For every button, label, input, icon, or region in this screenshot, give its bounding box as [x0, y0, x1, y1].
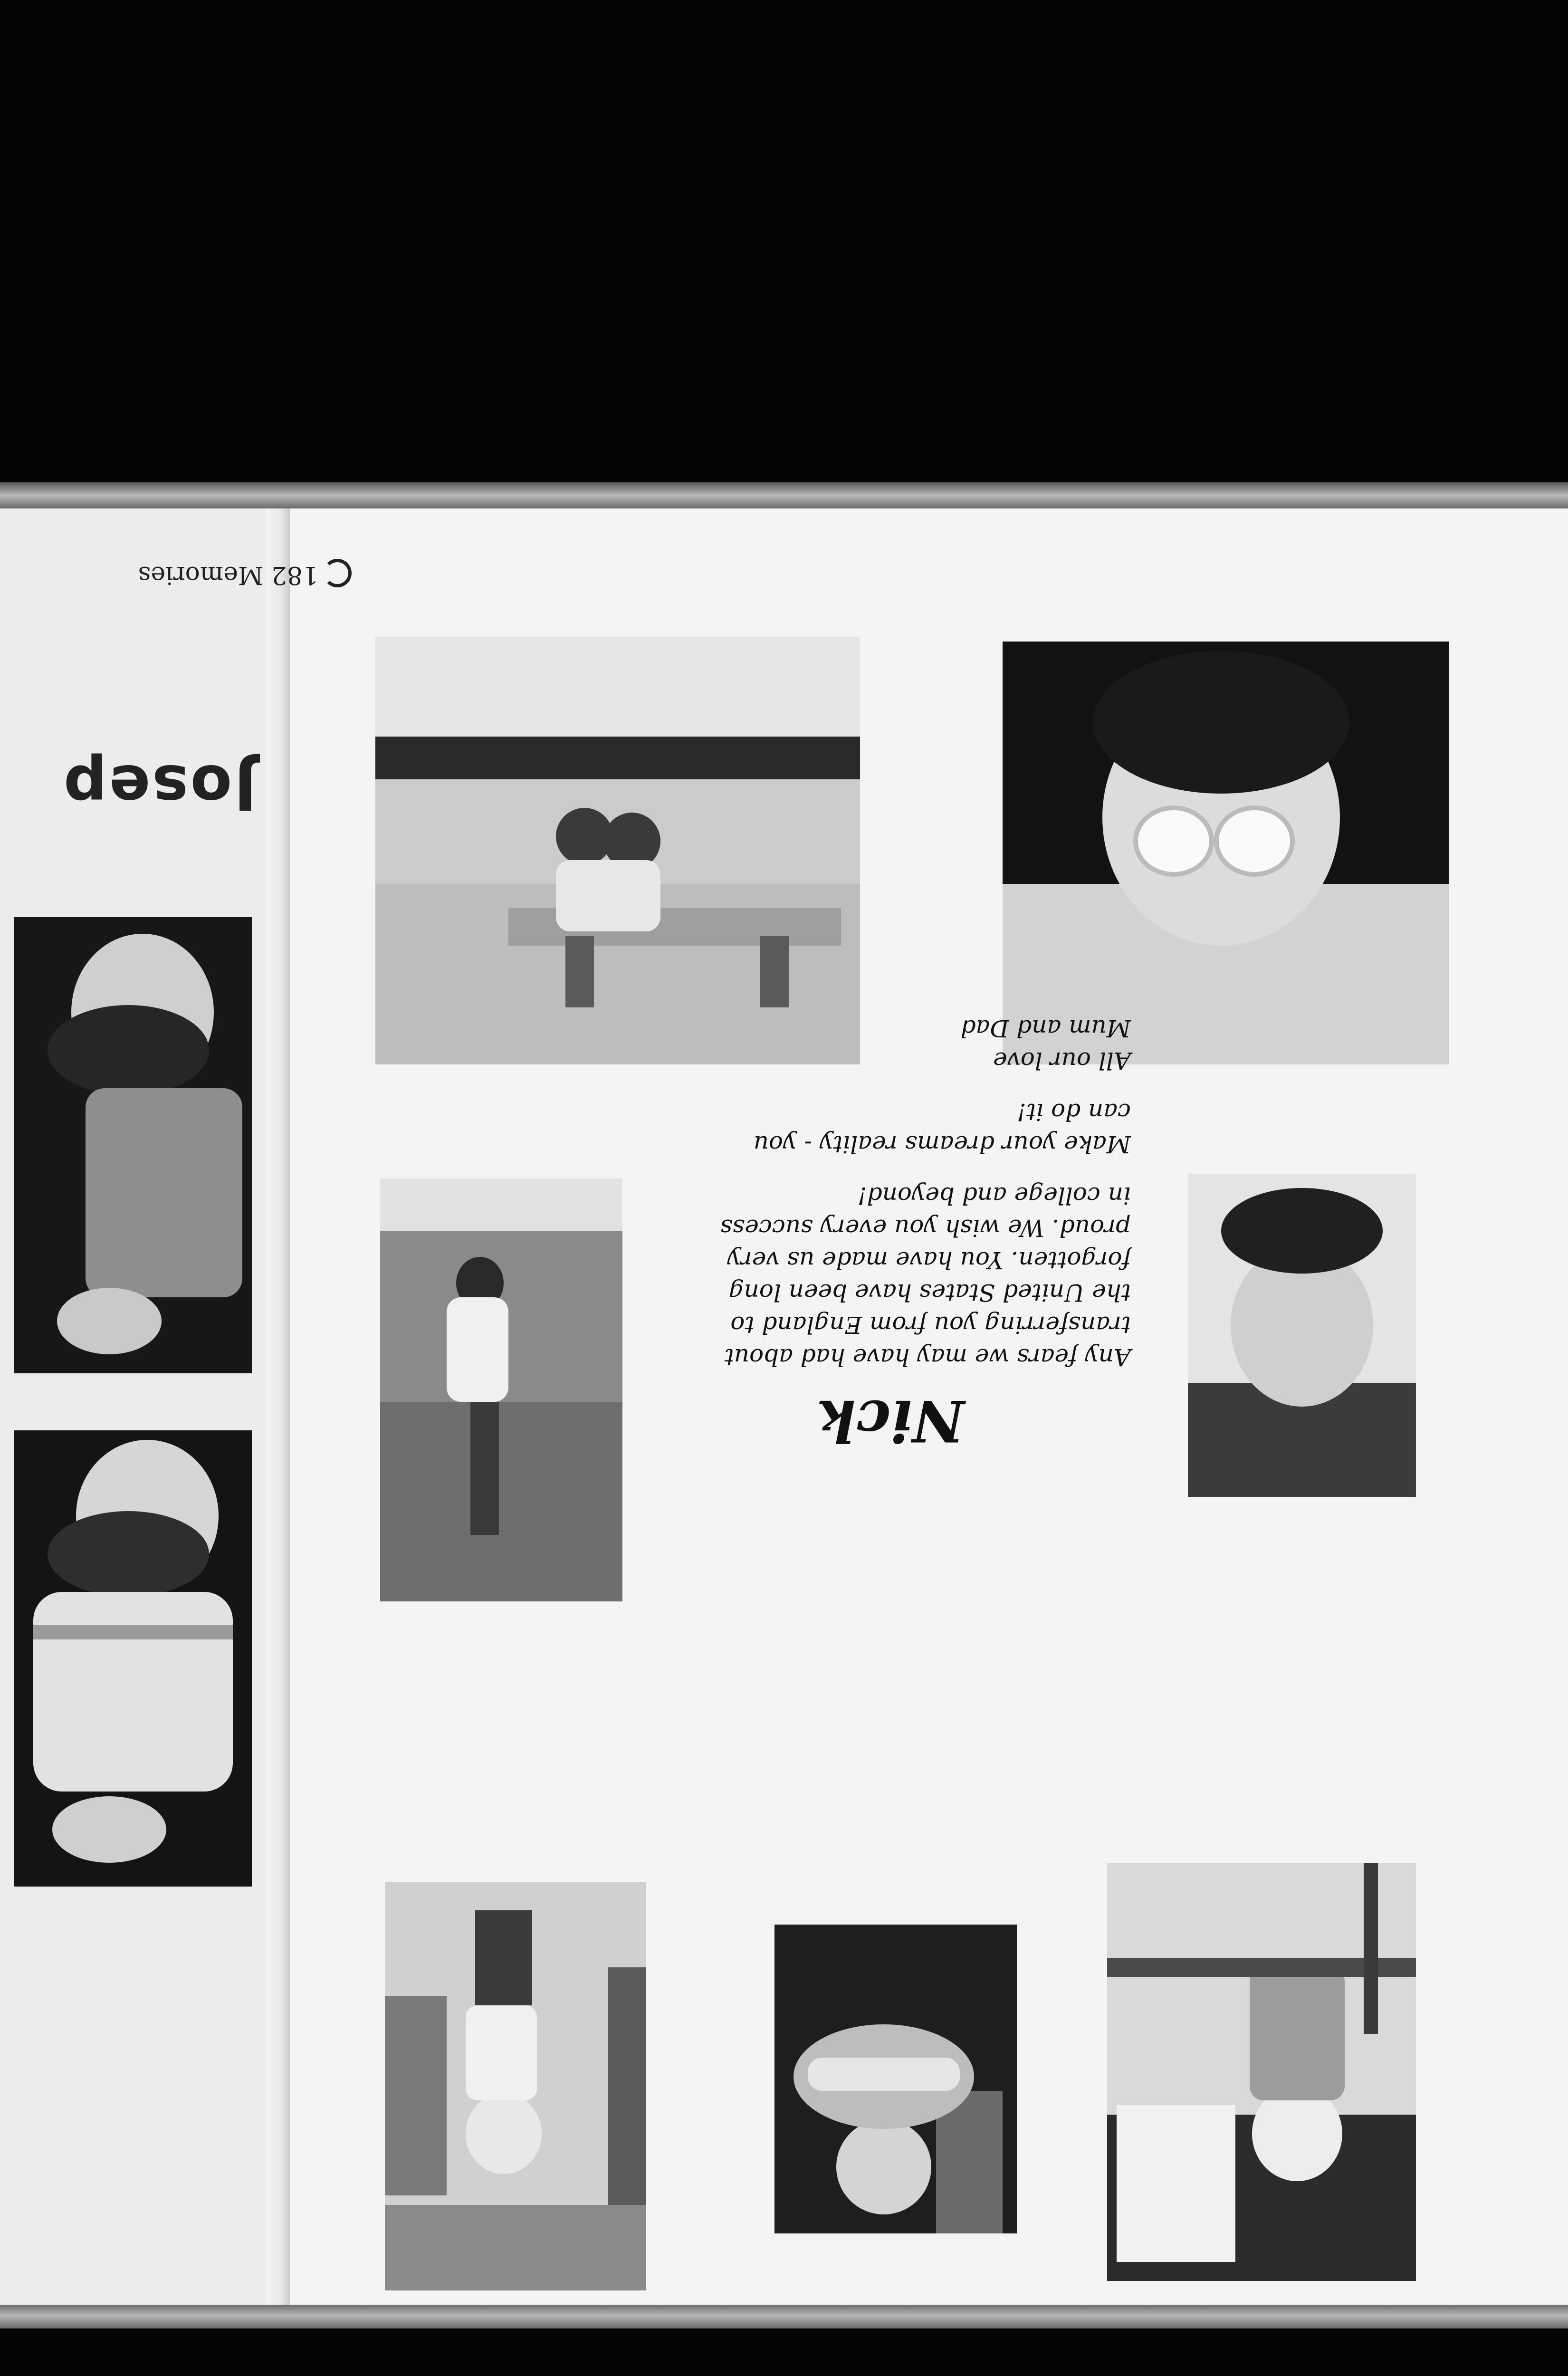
child-at-piano-photo — [1107, 1863, 1416, 2281]
josep-photo-2 — [14, 917, 252, 1373]
message-line: transferring you from England to — [730, 1311, 1131, 1339]
book-edge-top — [0, 2302, 1568, 2328]
message-line: proud. We wish you every success — [720, 1214, 1131, 1242]
two-children-on-bench-photo — [375, 637, 860, 1064]
message-line: Any fears we may have had about — [724, 1343, 1131, 1371]
child-with-crossed-arms-photo — [774, 1925, 1017, 2233]
boy-with-white-sunglasses-photo — [1003, 642, 1449, 1064]
book-edge-bottom — [0, 482, 1568, 508]
signature-line: All our love — [993, 1047, 1131, 1074]
crescent-star-icon — [323, 559, 352, 588]
message-line: in college and beyond! — [857, 1182, 1131, 1209]
josep-photo-1 — [14, 1430, 252, 1887]
right-page — [0, 508, 285, 2305]
signature-line: Mum and Dad — [960, 1015, 1131, 1042]
scanner-band-bottom — [0, 0, 1568, 504]
parent-message — [703, 1012, 1131, 1373]
student-name-title: Nick — [816, 1387, 965, 1454]
boy-portrait-photo — [1188, 1174, 1416, 1497]
child-in-playroom-photo — [385, 1882, 646, 2290]
message-line: forgotten. You have made us very — [727, 1246, 1131, 1274]
page-folio — [138, 559, 352, 590]
child-in-field-photo — [380, 1178, 622, 1601]
right-page-name: Josep — [61, 751, 257, 822]
closing-line: Make your dreams reality - you can do it! — [753, 1098, 1131, 1158]
page-label: 182 Memories — [138, 561, 318, 589]
message-line: the United States have been long — [728, 1279, 1131, 1306]
